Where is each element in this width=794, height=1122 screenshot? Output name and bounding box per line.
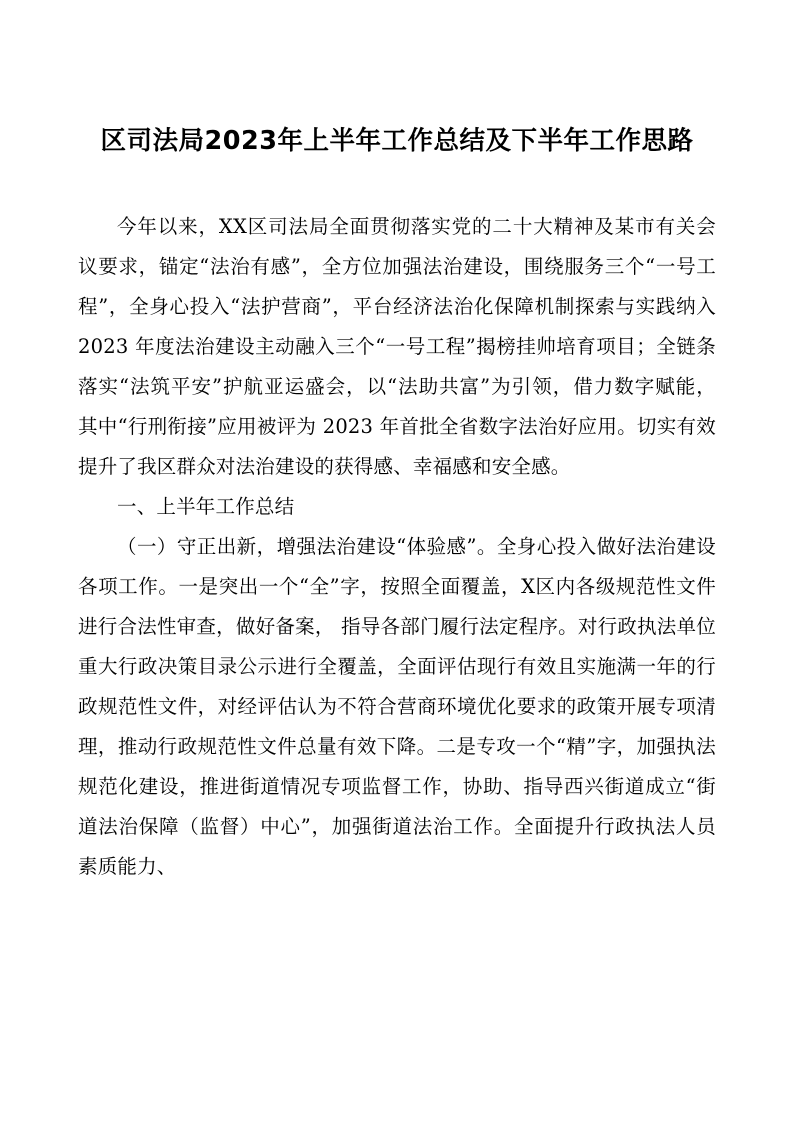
paragraph-subsection-one: （一）守正出新，增强法治建设“体验感”。全身心投入做好法治建设各项工作。一是突出一个“全”字，按照全面覆盖，X区内各级规范性文件进行合法性审查，做好备案， 指导各部门履行法定程序。对行政执法单位重大行政决策目录公示进行全覆盖，全面评估现行有效且实施满一年的行政规范性文件，对经评估认为不符合营商环境优化要求的政策开展专项清理，推动行政规范性文件总量有效下降。二是专攻一个“精”字，加强执法规范化建设，推进街道情况专项监督工作，协助、指导西兴街道成立“街道法治保障（监督）中心”，加强街道法治工作。全面提升行政执法人员素质能力、 (78, 535, 716, 878)
paragraph-section-heading: 一、上半年工作总结 (117, 495, 295, 518)
page-title: 区司法局2023年上半年工作总结及下半年工作思路 (100, 126, 694, 156)
document-body (78, 207, 716, 887)
paragraph-intro: 今年以来，XX区司法局全面贯彻落实党的二十大精神及某市有关会议要求，锚定“法治有感”，全方位加强法治建设，围绕服务三个“一号工程”，全身心投入“法护营商”，平台经济法治化保障机制探索与实践纳入 2023 年度法治建设主动融入三个“一号工程”揭榜挂帅培育项目；全链条落实“法筑平安”护航亚运盛会，以“法助共富”为引领，借力数字赋能， 其中“行刑衔接”应用被评为 2023 年首批全省数字法治好应用。切实有效提升了我区群众对法治建设的获得感、幸福感和安全感。 (78, 215, 716, 478)
